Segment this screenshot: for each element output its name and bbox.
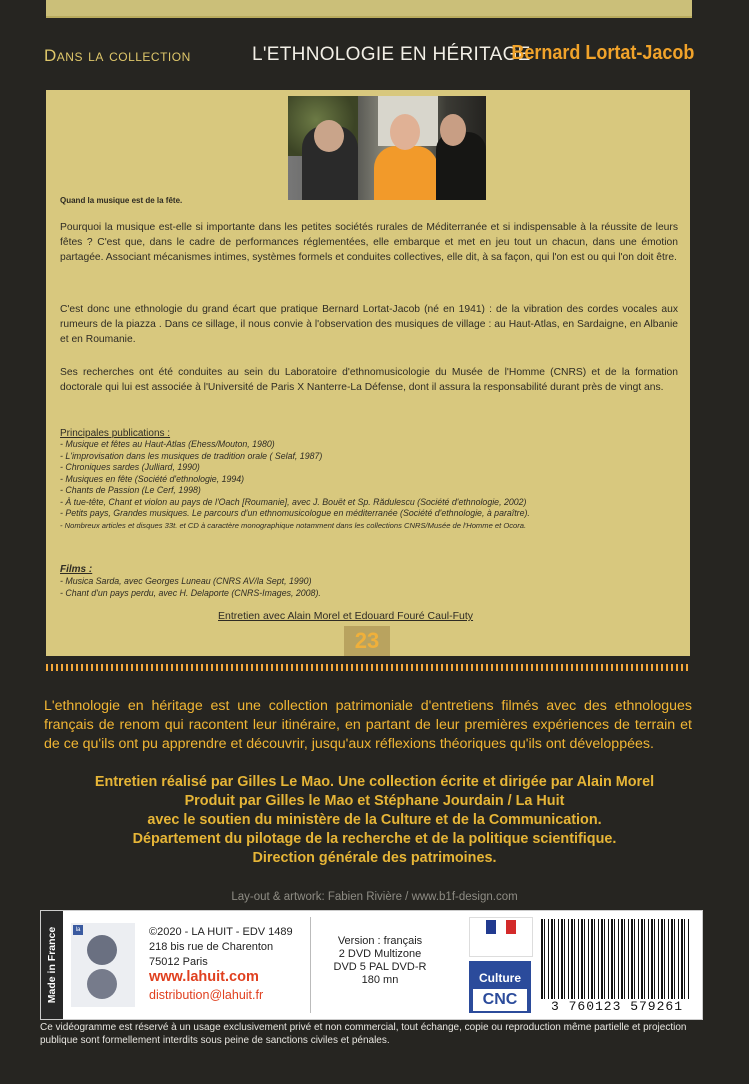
interview-credit: Entretien avec Alain Morel et Edouard Fouré Caul-Futy [218, 610, 474, 622]
list-item: - Musique et fêtes au Haut-Atlas (Ehess/Mouton, 1980) [60, 439, 275, 449]
paragraph-research: Ses recherches ont été conduites au sein du Laboratoire d'ethnomusicologie du Musée de l'Homme (CNRS) et de la formation doctorale qui lui est associée à l'Université de Paris X Nanterre-La Défense, dont il assura la responsabilité durant près de vingt ans. [60, 367, 678, 393]
divider [310, 917, 311, 1013]
credit-line: Entretien réalisé par Gilles Le Mao. Une collection écrite et dirigée par Alain Morel [94, 774, 655, 790]
list-item: - Nombreux articles et disques 33t. et CD à caractère monographique notamment dans les collections CNRS/Musée de l'Homme et Ocora. [60, 520, 527, 530]
publications-heading: Principales publications : [60, 428, 171, 439]
republique-francaise-logo [469, 917, 533, 957]
top-panel-edge [46, 0, 692, 18]
author-name: Bernard Lortat-Jacob [510, 42, 694, 64]
films-list [60, 576, 321, 599]
website-link[interactable]: www.lahuit.com [149, 969, 259, 985]
list-item: - À tue-tête, Chant et violon au pays de l'Oach [Roumanie], avec J. Bouët et Sp. Rădulescu (Société d'ethnologie, 2002) [60, 496, 527, 507]
header [44, 38, 696, 74]
series-title: L'ETHNOLOGIE EN HÉRITAGE [252, 44, 531, 65]
list-item: - Chroniques sardes (Julliard, 1990) [60, 462, 200, 472]
paragraph-ethnology: C'est donc une ethnologie du grand écart que pratique Bernard Lortat-Jacob (né en 1941) : de la vibration des cordes vocales aux rumeurs de la piazza . Dans ce sillage, il nous convie à l'observation des musiques de village : au Haut-Atlas, en Sardaigne, en Albanie et en Roumanie. [60, 304, 678, 345]
list-item: - Chants de Passion (Le Cerf, 1998) [60, 485, 201, 495]
credit-line: Direction générale des patrimoines. [252, 850, 497, 866]
interview-photo [288, 96, 486, 200]
photo-caption: Quand la musique est de la fête. [60, 196, 183, 205]
dashed-divider [46, 664, 690, 671]
credit-line: Département du pilotage de la recherche et de la politique scientifique. [132, 831, 617, 847]
credit-line: Produit par Gilles le Mao et Stéphane Jourdain / La Huit [184, 793, 565, 809]
footer-box [40, 910, 703, 1020]
films-heading: Films : [60, 564, 93, 575]
volume-number: 23 [344, 626, 390, 656]
publisher-address: ©2020 - LA HUIT - EDV 1489 218 bis rue de Charenton 75012 Paris [149, 926, 293, 968]
publications-list [60, 439, 530, 531]
email-link[interactable]: distribution@lahuit.fr [149, 988, 264, 1002]
paragraph-intro: Pourquoi la musique est-elle si importante dans les petites sociétés rurales de Méditerranée et si indispensable à la réussite de leurs fêtes ? C'est que, dans le cadre de performances réglementées, elle embarque et met en jeu tout un chacun, dans une émotion partagée. Associant mécanismes intimes, systèmes formels et conduites collectives, elle dit, à sa façon, qui l'on est ou qui l'on doit être. [60, 222, 678, 263]
credit-line: avec le soutien du ministère de la Culture et de la Communication. [147, 812, 602, 828]
content-panel [46, 90, 690, 656]
dvd-version-info: Version : français 2 DVD Multizone DVD 5 PAL DVD-R 180 mn [333, 935, 427, 986]
list-item: - Musica Sarda, avec Georges Luneau (CNRS AV/la Sept, 1990) [60, 576, 312, 586]
made-in-label: Made in France [41, 911, 63, 1019]
collection-label: Dans la collection [44, 46, 191, 65]
culture-cnc-logo: Culture CNC [469, 961, 531, 1013]
layout-credit: Lay-out & artwork: Fabien Rivière / www.b1f-design.com [231, 891, 518, 903]
legal-notice: Ce vidéogramme est réservé à un usage exclusivement privé et non commercial, tout échange, copie ou reproduction même partielle et projection publique sont formellement interdits sous peine de sanctions civiles et pénales. [40, 1022, 687, 1046]
collection-blurb: L'ethnologie en héritage est une collection patrimoniale d'entretiens filmés avec des ethnologues français de renom qui racontent leur itinéraire, en partant de leur premières expériences de terrain et de ce qu'ils ont pu apprendre et découvrir, jusqu'aux réflexions théoriques qu'ils ont développées. [44, 698, 692, 752]
list-item: - Petits pays, Grandes musiques. Le parcours d'un ethnomusicologue en méditerranée (Société d'ethnologie, à paraître). [60, 508, 530, 518]
production-credits [0, 773, 749, 868]
list-item: - L'improvisation dans les musiques de tradition orale ( Selaf, 1987) [60, 450, 323, 461]
barcode-number: 3 760123 579261 [550, 999, 684, 1014]
la-huit-logo: la [71, 923, 135, 1007]
list-item: - Musiques en fête (Société d'ethnologie, 1994) [60, 473, 245, 484]
list-item: - Chant d'un pays perdu, avec H. Delaporte (CNRS-Images, 2008). [60, 587, 321, 598]
barcode-icon [541, 919, 691, 999]
